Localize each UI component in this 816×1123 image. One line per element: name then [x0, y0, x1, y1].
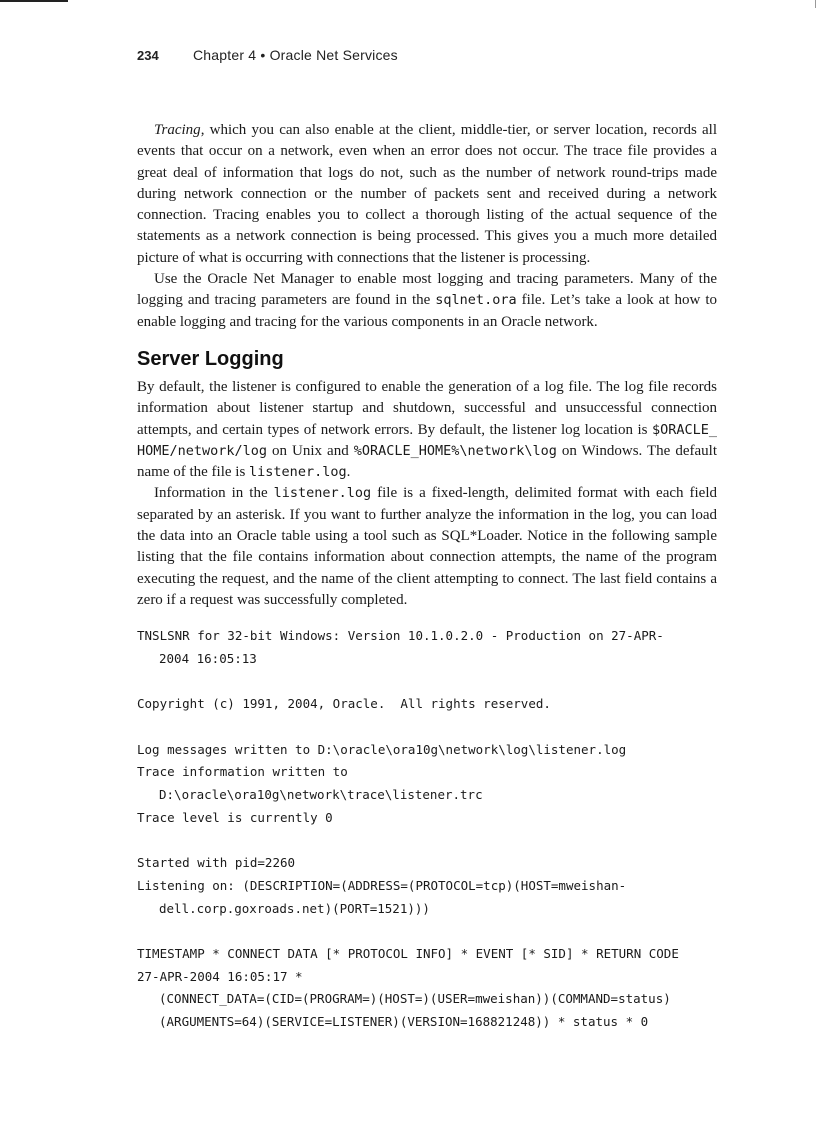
- code-line: Started with pid=2260: [137, 855, 296, 871]
- code-windows-log-path: %ORACLE_HOME%\network\log: [353, 442, 557, 459]
- paragraph-default-log: [137, 377, 717, 483]
- paragraph-text: , which you can also enable at the client, middle-tier, or server location, records all events that occur on a network, even when an error does not occur. The trace file provides a great deal of information that logs do not, such as the number of network round-trips made during network connection or the number of packets sent and received during a network connection. Tracing enables you to collect a thorough listing of the actual sequence of the statements as a network connection is being processed. This gives you a much more detailed picture of what is occurring with connections that the listener is processing.: [137, 122, 717, 266]
- code-line: 27-APR-2004 16:05:17 *: [137, 968, 303, 984]
- code-listing: [137, 625, 717, 1034]
- paragraph-text: Use the Oracle Net Manager to enable most logging and tracing parameters. Many of the logging and tracing parameters are found in the: [137, 271, 717, 309]
- paragraph-log-format: [137, 483, 717, 611]
- code-line: 2004 16:05:13: [159, 650, 257, 666]
- crop-mark: [0, 0, 68, 2]
- paragraph-text: file. Let’s take a look at how to enable logging and tracing for the various components in an Oracle network.: [137, 292, 717, 330]
- paragraph-text: on Unix and: [267, 442, 354, 459]
- code-line: Log messages written to D:\oracle\ora10g\network\log\listener.log: [137, 741, 627, 757]
- code-line: Listening on: (DESCRIPTION=(ADDRESS=(PROTOCOL=tcp)(HOST=mweishan-: [137, 877, 627, 893]
- page-number: 234: [137, 48, 159, 63]
- code-line: Copyright (c) 1991, 2004, Oracle. All rights reserved.: [137, 696, 551, 712]
- code-listener-log: listener.log: [273, 485, 372, 502]
- code-line: (ARGUMENTS=64)(SERVICE=LISTENER)(VERSION=168821248)) * status * 0: [159, 1014, 649, 1030]
- code-line: dell.corp.goxroads.net)(PORT=1521))): [159, 900, 430, 916]
- paragraph-text: .: [346, 464, 351, 481]
- code-line: TIMESTAMP * CONNECT DATA [* PROTOCOL INFO] * EVENT [* SID] * RETURN CODE: [137, 946, 679, 962]
- code-line: D:\oracle\ora10g\network\trace\listener.trc: [159, 787, 483, 803]
- term-tracing: Tracing: [154, 122, 201, 138]
- paragraph-tracing: [137, 120, 717, 269]
- code-unix-log-path: $ORACLE_ HOME/network/log: [137, 421, 717, 459]
- paragraph-text: file is a fixed-length, delimited format with each field separated by an asterisk. If you want to further analyze the information in the log, you can load the data into an Oracle table using a tool such as SQL*Loader. Notice in the following sample listing that the file contains information about connection attempts, the name of the program executing the request, and the name of the client attempting to connect. The last field contains a zero if a request was successfully completed.: [137, 485, 717, 608]
- paragraph-text: Information in the: [154, 485, 274, 502]
- paragraph-text: By default, the listener is configured to enable the generation of a log file. The log file records information about listener startup and shutdown, successful and unsuccessful connection attempts, and certain types of network errors. By default, the listener log location is: [137, 378, 717, 438]
- chapter-title: Chapter 4 • Oracle Net Services: [193, 47, 398, 63]
- code-sqlnet-ora: sqlnet.ora: [435, 292, 517, 309]
- code-listener-log: listener.log: [249, 464, 347, 481]
- section-heading: Server Logging: [137, 347, 284, 370]
- code-line: TNSLSNR for 32-bit Windows: Version 10.1.0.2.0 - Production on 27-APR-: [137, 628, 664, 644]
- paragraph-text: on Windows. The default name of the file is: [137, 442, 717, 481]
- code-line: Trace level is currently 0: [137, 809, 333, 825]
- paragraph-net-manager: [137, 269, 717, 333]
- code-line: (CONNECT_DATA=(CID=(PROGRAM=)(HOST=)(USER=mweishan))(COMMAND=status): [159, 991, 671, 1007]
- running-header: [137, 47, 716, 63]
- code-line: Trace information written to: [137, 764, 348, 780]
- page-body: [137, 120, 717, 1034]
